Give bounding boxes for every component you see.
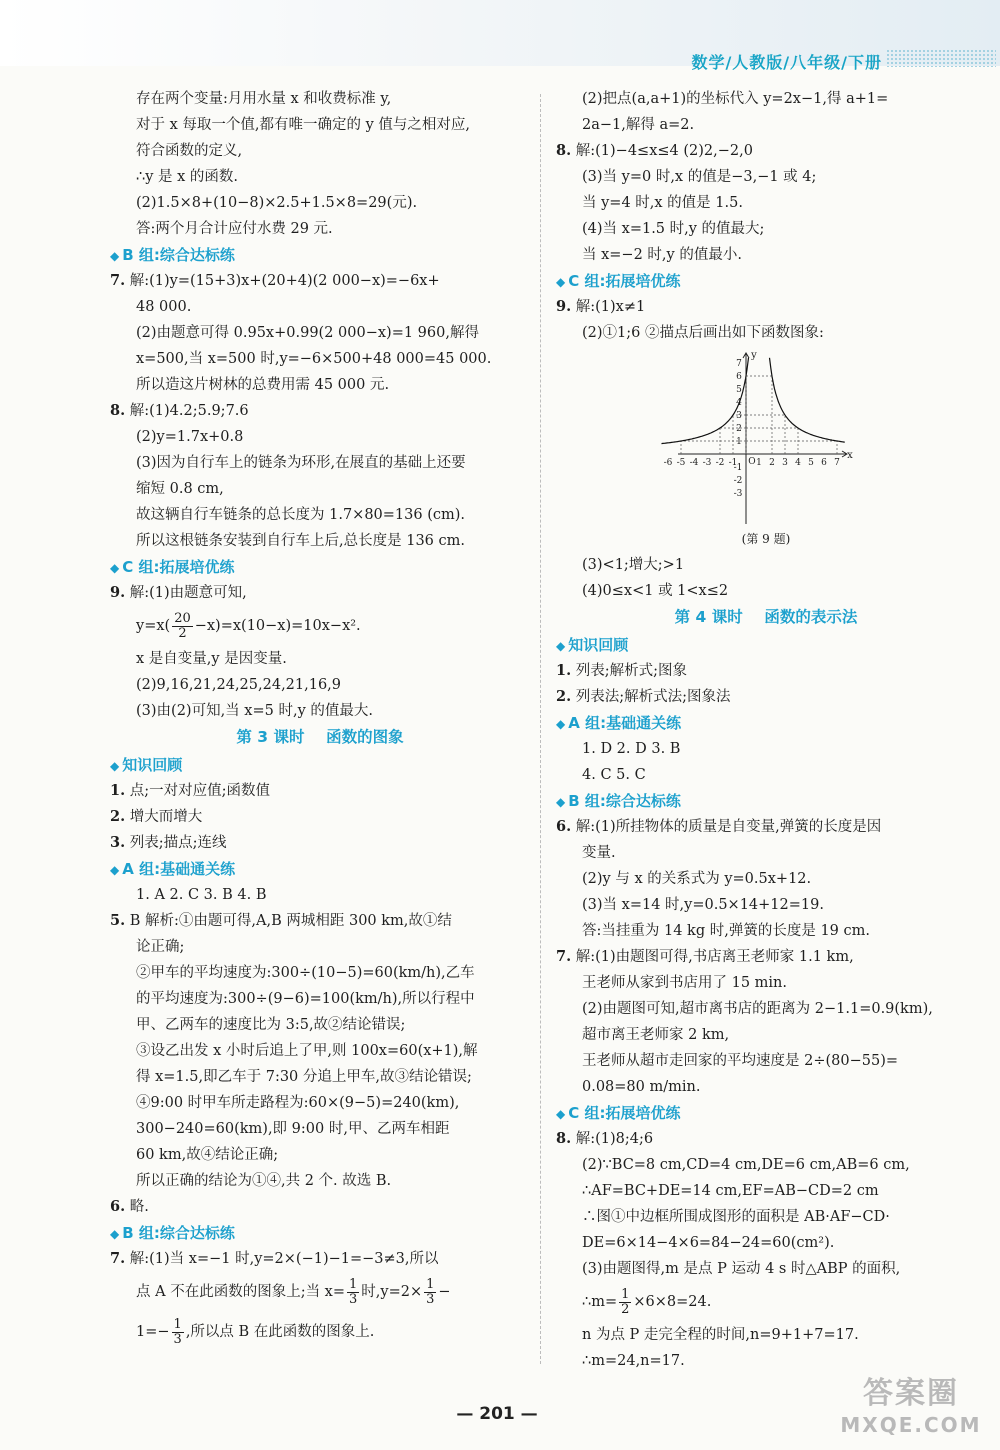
y-tick-label: 7: [736, 359, 742, 369]
y-tick-label: -3: [733, 489, 743, 499]
y-tick-label: -1: [733, 463, 743, 473]
question-number: 2.: [110, 808, 126, 825]
fraction-numerator: 1: [426, 1276, 435, 1292]
x-tick-label: 7: [834, 458, 840, 468]
text-line: x 是自变量,y 是因变量.: [136, 651, 287, 667]
y-tick-label: -2: [733, 476, 743, 486]
fraction: [619, 1288, 631, 1317]
section-heading-text: C 组:拓展培优练: [568, 1104, 681, 1122]
fraction-numerator: 1: [173, 1316, 182, 1332]
question-line: [110, 1246, 530, 1272]
section-heading: [556, 710, 976, 736]
answer-text: 列表;描点;连线: [129, 835, 227, 851]
fraction-denominator: 2: [621, 1301, 630, 1317]
section-heading: [110, 856, 530, 882]
section-heading: [110, 1220, 530, 1246]
section-heading: [110, 752, 530, 778]
question-number: 6.: [556, 818, 572, 835]
text-line: 2a−1,解得 a=2.: [582, 117, 695, 133]
question-number: 5.: [110, 912, 126, 929]
section-heading-text: B 组:综合达标练: [122, 1224, 235, 1242]
text-line: 4. C 5. C: [582, 767, 646, 783]
y-tick-label: 5: [736, 385, 742, 395]
header-dot-pattern: [886, 49, 996, 67]
text-line: 0.08=80 m/min.: [582, 1079, 701, 1095]
text-line: n 为点 P 走完全程的时间,n=9+1+7=17.: [582, 1327, 859, 1343]
formula-prefix: y=x(: [136, 618, 171, 634]
answer-text: 解:(1)x≠1: [575, 299, 646, 315]
text-line: (4)0≤x<1 或 1<x≤2: [582, 583, 729, 599]
y-tick-label: 4: [736, 398, 742, 408]
question-number: 7.: [556, 948, 572, 965]
section-heading: [110, 554, 530, 580]
column-divider: [540, 94, 541, 1364]
fraction-denominator: 2: [178, 625, 187, 641]
fraction-numerator: 20: [174, 610, 191, 626]
section-heading-text: 知识回顾: [568, 636, 629, 654]
answer-text: 解:(1)所挂物体的质量是自变量,弹簧的长度是因: [575, 819, 882, 835]
diamond-icon: ◆: [110, 1227, 120, 1241]
section-heading: [556, 1100, 976, 1126]
x-tick-label: -4: [689, 458, 699, 468]
question-line: [556, 138, 976, 164]
x-tick-label: -5: [676, 458, 686, 468]
text-line: 300−240=60(km),即 9:00 时,甲、乙两车相距: [136, 1121, 450, 1137]
text-line: 1. D 2. D 3. B: [582, 741, 681, 757]
fraction: [347, 1278, 359, 1307]
right-column: [556, 86, 976, 1374]
question-number: 7.: [110, 1250, 126, 1267]
section-heading-text: 知识回顾: [122, 756, 183, 774]
y-tick-label: 2: [736, 424, 742, 434]
section-heading-text: B 组:综合达标练: [122, 246, 235, 264]
formula-line: [110, 1312, 530, 1352]
question-line: [110, 804, 530, 830]
formula-prefix: ∴m=: [582, 1294, 618, 1310]
diamond-icon: ◆: [556, 717, 566, 731]
answer-text: 略.: [129, 1199, 149, 1215]
text-line: ∴图①中边框所围成图形的面积是 AB·AF−CD·: [582, 1209, 890, 1225]
diamond-icon: ◆: [110, 561, 120, 575]
right-column-top: [556, 86, 976, 346]
y-tick-label: 3: [736, 411, 742, 421]
text-line: 得 x=1.5,即乙车于 7:30 分追上甲车,故③结论错误;: [136, 1069, 472, 1085]
question-number: 9.: [110, 584, 126, 601]
question-number: 6.: [110, 1198, 126, 1215]
formula-middle: 时,y=2×: [361, 1284, 423, 1300]
text-line: (3)当 y=0 时,x 的值是−3,−1 或 4;: [582, 169, 817, 185]
section-heading: [556, 788, 976, 814]
y-tick-label: 6: [736, 372, 742, 382]
question-line: [556, 294, 976, 320]
fraction-numerator: 1: [349, 1276, 358, 1292]
question-number: 3.: [110, 834, 126, 851]
lesson-title: 第 4 课时 函数的表示法: [674, 608, 858, 626]
text-line: (2)由题图可知,超市离书店的距离为 2−1.1=0.9(km),: [582, 1001, 933, 1017]
question-line: [110, 1194, 530, 1220]
text-line: 故这辆自行车链条的总长度为 1.7×80=136 (cm).: [136, 507, 465, 523]
section-heading-text: B 组:综合达标练: [568, 792, 681, 810]
lesson-title: 第 3 课时 函数的图象: [236, 728, 404, 746]
text-line: 王老师从家到书店用了 15 min.: [582, 975, 788, 991]
answer-text: 解:(1)4.2;5.9;7.6: [129, 403, 249, 419]
x-tick-label: -3: [702, 458, 712, 468]
diamond-icon: ◆: [110, 863, 120, 877]
answer-text: 解:(1)由题意可知,: [129, 585, 247, 601]
diamond-icon: ◆: [556, 1107, 566, 1121]
x-tick-label: 1: [756, 458, 762, 468]
text-line: 答:当挂重为 14 kg 时,弹簧的长度是 19 cm.: [582, 923, 870, 939]
section-heading: [556, 268, 976, 294]
question-line: [110, 908, 530, 934]
fraction-denominator: 3: [426, 1291, 435, 1307]
text-line: 1. A 2. C 3. B 4. B: [136, 887, 267, 903]
function-curve-right: [770, 358, 845, 442]
section-heading-text: C 组:拓展培优练: [122, 558, 235, 576]
text-line: (2)把点(a,a+1)的坐标代入 y=2x−1,得 a+1=: [582, 91, 889, 107]
text-line: 对于 x 每取一个值,都有唯一确定的 y 值与之相对应,: [136, 117, 471, 133]
x-tick-label: 5: [808, 458, 814, 468]
watermark: [836, 1376, 986, 1442]
fraction: [172, 612, 193, 641]
fraction: [424, 1278, 436, 1307]
section-heading-text: A 组:基础通关练: [122, 860, 236, 878]
text-line: (2)①1;6 ②描点后画出如下函数图象:: [582, 325, 824, 341]
text-line: ②甲车的平均速度为:300÷(10−5)=60(km/h),乙车: [136, 965, 475, 981]
x-tick-label: 2: [769, 458, 775, 468]
answer-text: 解:(1)y=(15+3)x+(20+4)(2 000−x)=−6x+: [129, 273, 440, 289]
diamond-icon: ◆: [556, 275, 566, 289]
answer-text: 点;一对对应值;函数值: [129, 783, 271, 799]
question-line: [110, 398, 530, 424]
fraction-denominator: 3: [349, 1291, 358, 1307]
section-heading-text: A 组:基础通关练: [568, 714, 682, 732]
formula-line: [110, 1272, 530, 1312]
text-line: 符合函数的定义,: [136, 143, 243, 159]
origin-label: O: [748, 457, 756, 467]
formula-suffix: −: [438, 1284, 451, 1300]
question-number: 1.: [110, 782, 126, 799]
text-line: (3)因为自行车上的链条为环形,在展直的基础上还要: [136, 455, 466, 471]
fraction: [172, 1318, 184, 1347]
graph-caption: (第 9 题): [741, 532, 791, 546]
answer-text: 增大而增大: [129, 809, 203, 825]
page-number: — 201 —: [456, 1404, 538, 1424]
x-axis-label: x: [847, 450, 853, 461]
left-column: [110, 86, 530, 1352]
formula-line: [556, 1282, 976, 1322]
formula-suffix: −x)=x(10−x)=10x−x².: [194, 618, 361, 634]
question-number: 8.: [110, 402, 126, 419]
section-heading-text: C 组:拓展培优练: [568, 272, 681, 290]
text-line: 当 y=4 时,x 的值是 1.5.: [582, 195, 743, 211]
text-line: (2)y=1.7x+0.8: [136, 429, 244, 445]
answer-text: 解:(1)当 x=−1 时,y=2×(−1)−1=−3≠3,所以: [129, 1251, 439, 1267]
text-line: (3)<1;增大;>1: [582, 557, 685, 573]
section-heading: [110, 242, 530, 268]
question-line: [110, 268, 530, 294]
function-graph: [556, 346, 976, 528]
text-line: 的平均速度为:300÷(9−6)=100(km/h),所以行程中: [136, 991, 475, 1007]
question-number: 2.: [556, 688, 572, 705]
diamond-icon: ◆: [110, 759, 120, 773]
text-line: 超市离王老师家 2 km,: [582, 1027, 730, 1043]
formula-line: [110, 606, 530, 646]
fraction-denominator: 3: [173, 1331, 182, 1347]
right-column-bottom: [556, 552, 976, 1374]
question-line: [110, 778, 530, 804]
text-line: ∴m=24,n=17.: [582, 1353, 685, 1369]
text-line: 答:两个月合计应付水费 29 元.: [136, 221, 333, 237]
text-line: (2)9,16,21,24,25,24,21,16,9: [136, 677, 342, 693]
text-line: (2)由题意可得 0.95x+0.99(2 000−x)=1 960,解得: [136, 325, 479, 341]
text-line: (3)由题图得,m 是点 P 运动 4 s 时△ABP 的面积,: [582, 1261, 901, 1277]
text-line: (2)y 与 x 的关系式为 y=0.5x+12.: [582, 871, 812, 887]
diamond-icon: ◆: [110, 249, 120, 263]
question-number: 8.: [556, 1130, 572, 1147]
question-line: [556, 1126, 976, 1152]
answer-text: 列表;解析式;图象: [575, 663, 688, 679]
text-line: 存在两个变量:月用水量 x 和收费标准 y,: [136, 91, 392, 107]
text-line: ③设乙出发 x 小时后追上了甲,则 100x=60(x+1),解: [136, 1043, 478, 1059]
x-tick-label: 3: [782, 458, 788, 468]
formula-suffix: ,所以点 B 在此函数的图象上.: [185, 1324, 375, 1340]
text-line: 甲、乙两车的速度比为 3:5,故②结论错误;: [136, 1017, 406, 1033]
text-line: ④9:00 时甲车所走路程为:60×(9−5)=240(km),: [136, 1095, 460, 1111]
formula-prefix: 点 A 不在此函数的图象上;当 x=: [136, 1284, 346, 1300]
x-tick-label: -2: [715, 458, 725, 468]
question-line: [110, 580, 530, 606]
watermark-line2: MXQE.COM: [840, 1413, 982, 1437]
question-number: 7.: [110, 272, 126, 289]
y-axis-label: y: [751, 350, 757, 361]
question-number: 1.: [556, 662, 572, 679]
text-line: 所以正确的结论为①④,共 2 个. 故选 B.: [136, 1173, 392, 1189]
answer-text: 解:(1)由题图可得,书店离王老师家 1.1 km,: [575, 949, 854, 965]
watermark-line1: 答案圈: [863, 1376, 959, 1411]
x-tick-label: -1: [728, 458, 738, 468]
header-title: 数学/人教版/八年级/下册: [691, 53, 882, 72]
text-line: 60 km,故④结论正确;: [136, 1147, 279, 1163]
section-heading: [556, 632, 976, 658]
text-line: 王老师从超市走回家的平均速度是 2÷(80−55)=: [582, 1053, 898, 1069]
text-line: (3)由(2)可知,当 x=5 时,y 的值最大.: [136, 703, 373, 719]
question-number: 8.: [556, 142, 572, 159]
x-tick-label: 6: [821, 458, 827, 468]
text-line: 所以这根链条安装到自行车上后,总长度是 136 cm.: [136, 533, 465, 549]
text-line: ∴AF=BC+DE=14 cm,EF=AB−CD=2 cm: [582, 1183, 879, 1199]
x-tick-label: 4: [795, 458, 801, 468]
question-line: [110, 830, 530, 856]
question-line: [556, 684, 976, 710]
text-line: (2)1.5×8+(10−8)×2.5+1.5×8=29(元).: [136, 195, 418, 211]
text-line: 变量.: [582, 845, 616, 861]
question-line: [556, 814, 976, 840]
answer-text: 解:(1)−4≤x≤4 (2)2,−2,0: [575, 143, 753, 159]
answer-text: 列表法;解析式法;图象法: [575, 689, 731, 705]
answer-text: 解:(1)8;4;6: [575, 1131, 654, 1147]
question-line: [556, 944, 976, 970]
diamond-icon: ◆: [556, 639, 566, 653]
text-line: ∴y 是 x 的函数.: [136, 169, 239, 185]
answer-text: B 解析:①由题可得,A,B 两城相距 300 km,故①结: [129, 913, 452, 929]
text-line: DE=6×14−4×6=84−24=60(cm²).: [582, 1235, 835, 1251]
text-line: (2)∵BC=8 cm,CD=4 cm,DE=6 cm,AB=6 cm,: [582, 1157, 910, 1173]
fraction-numerator: 1: [621, 1286, 630, 1302]
text-line: 缩短 0.8 cm,: [136, 481, 224, 497]
text-line: 所以造这片树林的总费用需 45 000 元.: [136, 377, 390, 393]
text-line: 论正确;: [136, 939, 185, 955]
diamond-icon: ◆: [556, 795, 566, 809]
y-tick-label: 1: [736, 437, 742, 447]
text-line: 当 x=−2 时,y 的值最小.: [582, 247, 742, 263]
formula-prefix: 1=−: [136, 1324, 170, 1340]
text-line: x=500,当 x=500 时,y=−6×500+48 000=45 000.: [136, 351, 492, 367]
x-tick-label: -6: [663, 458, 673, 468]
text-line: (4)当 x=1.5 时,y 的值最大;: [582, 221, 765, 237]
question-number: 9.: [556, 298, 572, 315]
formula-suffix: ×6×8=24.: [633, 1294, 712, 1310]
question-line: [556, 658, 976, 684]
text-line: 48 000.: [136, 299, 192, 315]
text-line: (3)当 x=14 时,y=0.5×14+12=19.: [582, 897, 824, 913]
